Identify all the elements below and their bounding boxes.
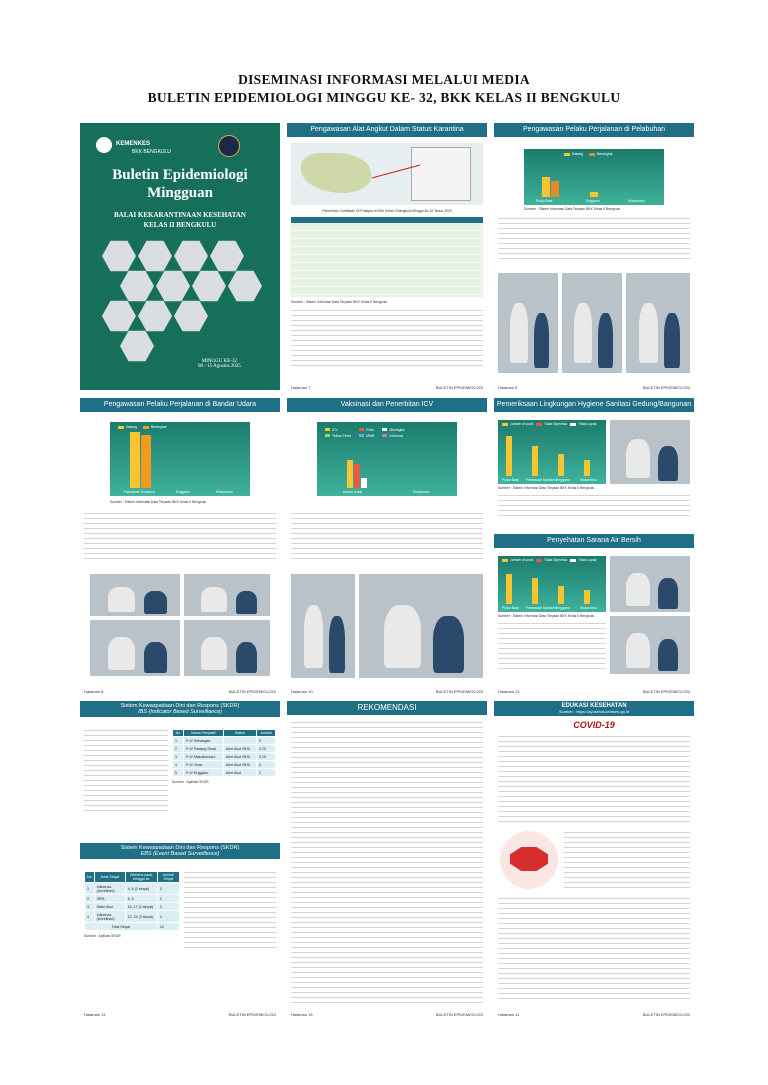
page-number: Halaman 5 (498, 385, 518, 390)
bar-enggano-datang (590, 192, 598, 197)
bar-mukomuko (584, 590, 590, 604)
poster-title (0, 72, 768, 106)
skdr-ibs-header (80, 701, 280, 717)
table-cell: P-IV Enggano (183, 769, 223, 777)
table-cell: ISPA (94, 895, 125, 903)
panel-bandar-udara (80, 398, 280, 694)
publication-name: BULETIN EPIDEMIOLOGI (642, 1012, 690, 1017)
table-row (173, 769, 276, 777)
legend-item (359, 434, 374, 438)
panel-subtitle: EBS (Event Based Surveillance) (140, 851, 220, 857)
panel-footer (494, 385, 694, 390)
cover-photo-hex (102, 299, 136, 333)
table-cell: 1 (85, 883, 95, 895)
page-number: Halaman 10 (291, 689, 313, 694)
panel-vaksinasi (287, 398, 487, 694)
panel-subtitle: Sumber : https://ayosehat.kemkes.go.id (558, 709, 630, 714)
legend-label: Tidak Diperiksa (544, 422, 568, 426)
ebs-table-grid (84, 871, 180, 931)
table-cell: 2 (157, 895, 179, 903)
bar-pulau-baai (506, 436, 512, 476)
publication-name: BULETIN EPIDEMIOLOGI (642, 385, 690, 390)
chart-legend (118, 425, 166, 429)
category-label: Mukomuko (580, 478, 597, 482)
table-cell: 4 (257, 761, 276, 769)
table-cell: 4 (173, 761, 184, 769)
legend-label: Datang (126, 425, 137, 429)
cover-photo-hex (210, 239, 244, 273)
bkk-seal-icon (218, 135, 240, 157)
body-text-block (291, 512, 483, 562)
table-cell: 22, 23 (3 sinyal) (125, 911, 157, 923)
table-cell: 2 (257, 769, 276, 777)
panel-subtitle: IBS (Indicator Based Surveillance) (138, 709, 222, 715)
bar-pulau-baai-datang (542, 177, 550, 197)
cover-photo-hex (120, 329, 154, 363)
cover-photo-hex (174, 299, 208, 333)
cover-dates: 08 - 15 Agustus 2025 (198, 364, 241, 369)
chart-legend (325, 428, 405, 438)
body-text-block (498, 897, 690, 1003)
table-cell: Alert Akut (223, 769, 256, 777)
photo-hygiene (610, 420, 690, 484)
body-text-block (498, 217, 690, 261)
category-label: Fatmawati Soekarno (124, 490, 156, 494)
icv-chart (317, 422, 457, 496)
legend-label: Polio (366, 428, 374, 432)
page-number: Halaman 12 (498, 689, 520, 694)
panel-alat-angkut (287, 123, 487, 390)
publication-name: BULETIN EPIDEMIOLOGI (642, 689, 690, 694)
cover-title2: Mingguan (147, 185, 213, 201)
table-header: Jumlah Sinyal (157, 872, 179, 883)
table-cell: 2 (173, 745, 184, 753)
legend-item (570, 422, 596, 426)
table-header: No (173, 730, 184, 737)
legend-label: ICV (332, 428, 338, 432)
body-text-block (184, 871, 276, 951)
sea-map (291, 143, 483, 205)
table-cell: 3 (157, 903, 179, 911)
panel-pelabuhan (494, 123, 694, 390)
table-row (173, 745, 276, 753)
body-text-block (498, 735, 690, 825)
table-cell: 3 (157, 883, 179, 895)
cover-photo-hex (174, 239, 208, 273)
category-label: Enggano (556, 478, 570, 482)
body-text-block (291, 721, 483, 1003)
bar-enggano (558, 586, 564, 604)
body-text-block (564, 831, 690, 891)
cop-table (291, 217, 483, 297)
table-header: Jenis Sinyal (94, 872, 125, 883)
panel-sanitasi (494, 398, 694, 694)
legend-datang (564, 152, 583, 156)
photo-port-1 (498, 273, 558, 373)
cover-org2: KELAS II BENGKULU (143, 221, 217, 229)
cover-brand2: BKK BENGKULU (132, 149, 171, 155)
ibs-table (172, 729, 276, 784)
ebs-table (84, 871, 180, 938)
table-cell: Diare Akut (94, 903, 125, 911)
stop-sign-icon (510, 847, 548, 871)
legend-label: Tidak Layak (578, 558, 597, 562)
category-label: Mukomuko (216, 490, 233, 494)
legend-item (382, 434, 404, 438)
table-cell: 3 19 (257, 753, 276, 761)
bar-pulau-baai (506, 574, 512, 604)
table-cell: 4 (85, 911, 95, 923)
panel-footer (287, 689, 487, 694)
legend-label: Tidak Diperiksa (544, 558, 568, 562)
panel-footer (80, 1012, 280, 1017)
category-label: Enggano (176, 490, 190, 494)
stop-covid-illustration (500, 831, 558, 889)
table-cell: 3 (173, 753, 184, 761)
cover-org1: BALAI KEKARANTINAAN KESEHATAN (114, 211, 246, 219)
legend-item (325, 428, 351, 432)
table-cell: 4 (157, 911, 179, 923)
chart-source: Sumber : Sistem Informasi Data Terpadu BKK Kelas II Bengkulu (110, 500, 207, 504)
publication-name: BULETIN EPIDEMIOLOGI (228, 1012, 276, 1017)
table-cell: 12 (157, 923, 179, 931)
table-cell: 2 (85, 895, 95, 903)
category-label: Enggano (586, 199, 600, 203)
body-text-block (498, 494, 690, 516)
port-chart (524, 149, 664, 205)
panel-title: EDUKASI KESEHATAN (561, 703, 627, 709)
cover-photo-hex (192, 269, 226, 303)
table-cell: 4 20 (257, 745, 276, 753)
cover-photo-hex (228, 269, 262, 303)
page-number: Halaman 15 (291, 1012, 313, 1017)
chart-legend (502, 422, 596, 426)
poster-title-line2: BULETIN EPIDEMIOLOGI MINGGU KE- 32, BKK KELAS II BENGKULU (147, 90, 621, 105)
table-row (173, 761, 276, 769)
photo-airport-3 (90, 620, 180, 676)
legend-item (536, 558, 567, 562)
table-row (173, 753, 276, 761)
panel-skdr (80, 701, 280, 1017)
category-label: Fatmawati Soekarno (526, 606, 558, 610)
table-cell: 0 (257, 737, 276, 745)
body-text-block (291, 309, 483, 369)
cover-photo-hex (156, 269, 190, 303)
cover-week-label: MINGGU KE-32 (201, 359, 237, 364)
category-label: Kantor Induk (343, 490, 363, 494)
table-cell: 1 (173, 737, 184, 745)
cover-brand: KEMENKES (116, 141, 151, 147)
table-cell: 4, 6 (2 sinyal) (125, 883, 157, 895)
photo-water-1 (610, 556, 690, 612)
legend-label: Yellow Fever (332, 434, 352, 438)
publication-name: BULETIN EPIDEMIOLOGI (228, 689, 276, 694)
table-total-row (85, 923, 180, 931)
table-cell: 3 (85, 903, 95, 911)
table-row (85, 883, 180, 895)
kemenkes-logo-icon (96, 137, 112, 153)
cop-table-body (291, 223, 483, 297)
legend-label: Meningitis (389, 428, 405, 432)
bar-fatmawati (532, 578, 538, 604)
page-number: Halaman 7 (291, 385, 311, 390)
bar-meningitis (361, 478, 367, 488)
table-cell: P-IV Sehangan (183, 737, 223, 745)
legend-berangkat (589, 152, 612, 156)
table-cell: Influenza (Unrefined) (94, 883, 125, 895)
covid-heading: COVID-19 (573, 720, 615, 730)
publication-name: BULETIN EPIDEMIOLOGI (435, 689, 483, 694)
panel-footer (287, 385, 487, 390)
bulletin-cover (80, 123, 280, 390)
map-inset (411, 147, 471, 201)
bar-polio (354, 464, 360, 488)
body-text-block (84, 512, 276, 562)
legend-item (502, 558, 533, 562)
photo-airport-2 (184, 574, 270, 616)
cover-photo-hex (138, 299, 172, 333)
table-source: Sumber : Aplikasi SKDR (172, 780, 209, 784)
table-cell: Alert Akut ISPA (223, 753, 256, 761)
photo-airport-1 (90, 574, 180, 616)
photo-vaccine-1 (291, 574, 355, 678)
table-row (173, 737, 276, 745)
legend-label: Influenza (389, 434, 404, 438)
panel-edukasi (494, 701, 694, 1017)
page-number: Halaman 8 (84, 689, 104, 694)
legend-item (536, 422, 567, 426)
table-row (85, 911, 180, 923)
table-header: Nama Penyakit (183, 730, 223, 737)
legend-datang (118, 425, 137, 429)
table-cell: P-IV Makukomuko (183, 753, 223, 761)
table-cell: P-IV Padang Serai (183, 745, 223, 753)
panel-title: Penyehatan Sarana Air Bersih (494, 534, 694, 548)
category-label: Enggano (556, 606, 570, 610)
table-header: Diterima pada minggu ke (125, 872, 157, 883)
table-cell: 6, 6 (125, 895, 157, 903)
cover-week (198, 359, 241, 369)
cover-photo-hex (120, 269, 154, 303)
photo-airport-4 (184, 620, 270, 676)
bar-pulau-baai-berangkat (551, 181, 559, 197)
panel-rekomendasi (287, 701, 487, 1017)
poster-title-line1: DISEMINASI INFORMASI MELALUI MEDIA (238, 72, 530, 87)
panel-title: REKOMENDASI (287, 701, 487, 715)
legend-label: Jumlah di surat (510, 558, 533, 562)
table-cell: Influenza (Unrefined) (94, 911, 125, 923)
table-source: Sumber : Aplikasi SKDR (84, 934, 121, 938)
bar-icv (347, 460, 353, 488)
airport-chart (110, 422, 250, 496)
bar-fatmawati-datang (130, 432, 140, 488)
legend-label: Berangkat (150, 425, 167, 429)
table-cell: P-IV Jeuw (183, 761, 223, 769)
table-cell: - (223, 737, 256, 745)
legend-label: Tidak Layak (578, 422, 597, 426)
panel-title: Pengawasan Pelaku Perjalanan di Bandar Udara (80, 398, 280, 412)
photo-water-2 (610, 616, 690, 674)
table-row (85, 903, 180, 911)
legend-item (502, 422, 533, 426)
category-label: Pulau Baai (536, 199, 553, 203)
bar-mukomuko (584, 460, 590, 476)
ibs-table-grid (172, 729, 276, 777)
cover-title1: Buletin Epidemiologi (112, 167, 248, 183)
table-cell: 5 (173, 769, 184, 777)
category-label: Mukomuko (628, 199, 645, 203)
table-cell: Total Sinyal (85, 923, 158, 931)
panel-title: Sistem Kewaspadaan Dini dan Respons (SKDR) (120, 845, 240, 851)
legend-label: MMR (366, 434, 375, 438)
legend-label: Jumlah di surat (510, 422, 533, 426)
legend-item (382, 428, 404, 432)
table-caption: Penerbitan Certificate Of Pratique di BKK Kelas II Bengkulu Minggu ke-32 Tahun 2025 (322, 209, 452, 213)
cover-photo-hex (138, 239, 172, 273)
bar-fatmawati (532, 446, 538, 476)
skdr-ebs-header (80, 843, 280, 859)
body-text-block (84, 729, 168, 815)
category-label: Mukomuko (580, 606, 597, 610)
photo-port-3 (626, 273, 690, 373)
chart-source: Sumber : Sistem Informasi Data Terpadu BKK Kelas II Bengkulu (498, 614, 595, 618)
table-header: No (85, 872, 95, 883)
page-number: Halaman 14 (84, 1012, 106, 1017)
panel-title: Pengawasan Pelaku Perjalanan di Pelabuhan (494, 123, 694, 137)
table-cell: Alert Akut ISPA (223, 761, 256, 769)
publication-name: BULETIN EPIDEMIOLOGI (435, 385, 483, 390)
photo-port-2 (562, 273, 622, 373)
table-source: Sumber : Sistem Informasi Data Terpadu BKK Kelas II Bengkulu (291, 300, 388, 304)
bar-fatmawati-berangkat (141, 435, 151, 488)
panel-title: Vaksinasi dan Penerbitan ICV (287, 398, 487, 412)
chart-source: Sumber : Sistem Informasi Data Terpadu BKK Kelas II Bengkulu (498, 486, 595, 490)
page-number: Halaman 11 (498, 1012, 520, 1017)
table-row (85, 895, 180, 903)
category-label: Mukomuko (413, 490, 430, 494)
legend-item (570, 558, 596, 562)
panel-title: Pengawasan Alat Angkut Dalam Status Karantina (287, 123, 487, 137)
photo-vaccine-2 (359, 574, 483, 678)
cover-photo-hex (102, 239, 136, 273)
panel-footer (494, 1012, 694, 1017)
table-header: Jumlah (257, 730, 276, 737)
legend-item (359, 428, 374, 432)
chart-legend (564, 152, 612, 156)
edukasi-header (494, 701, 694, 716)
category-label: Fatmawati Soekarno (526, 478, 558, 482)
table-header: Status (223, 730, 256, 737)
table-cell: Alert Akut ISPA (223, 745, 256, 753)
body-text-block (498, 622, 606, 670)
hygiene-chart (498, 420, 606, 484)
table-cell: 16, 17 (2 sinyal) (125, 903, 157, 911)
water-chart (498, 556, 606, 612)
panel-title: Pemeriksaan Lingkungan Hygiene Sanitasi Gedung/Bangunan (494, 398, 694, 412)
legend-item (325, 434, 351, 438)
legend-label: Datang (572, 152, 583, 156)
legend-label: Berangkat (596, 152, 613, 156)
bar-enggano (558, 454, 564, 476)
publication-name: BULETIN EPIDEMIOLOGI (435, 1012, 483, 1017)
panel-footer (287, 1012, 487, 1017)
category-label: Pulau Baai (502, 606, 519, 610)
panel-footer (80, 689, 280, 694)
chart-source: Sumber : Sistem Informasi Data Terpadu BKK Kelas II Bengkulu (524, 207, 621, 211)
legend-berangkat (143, 425, 166, 429)
panel-footer (494, 689, 694, 694)
category-label: Pulau Baai (502, 478, 519, 482)
panel-title: Sistem Kewaspadaan Dini dan Respons (SKDR) (120, 703, 240, 709)
map-land (301, 153, 371, 193)
chart-legend (502, 558, 596, 562)
